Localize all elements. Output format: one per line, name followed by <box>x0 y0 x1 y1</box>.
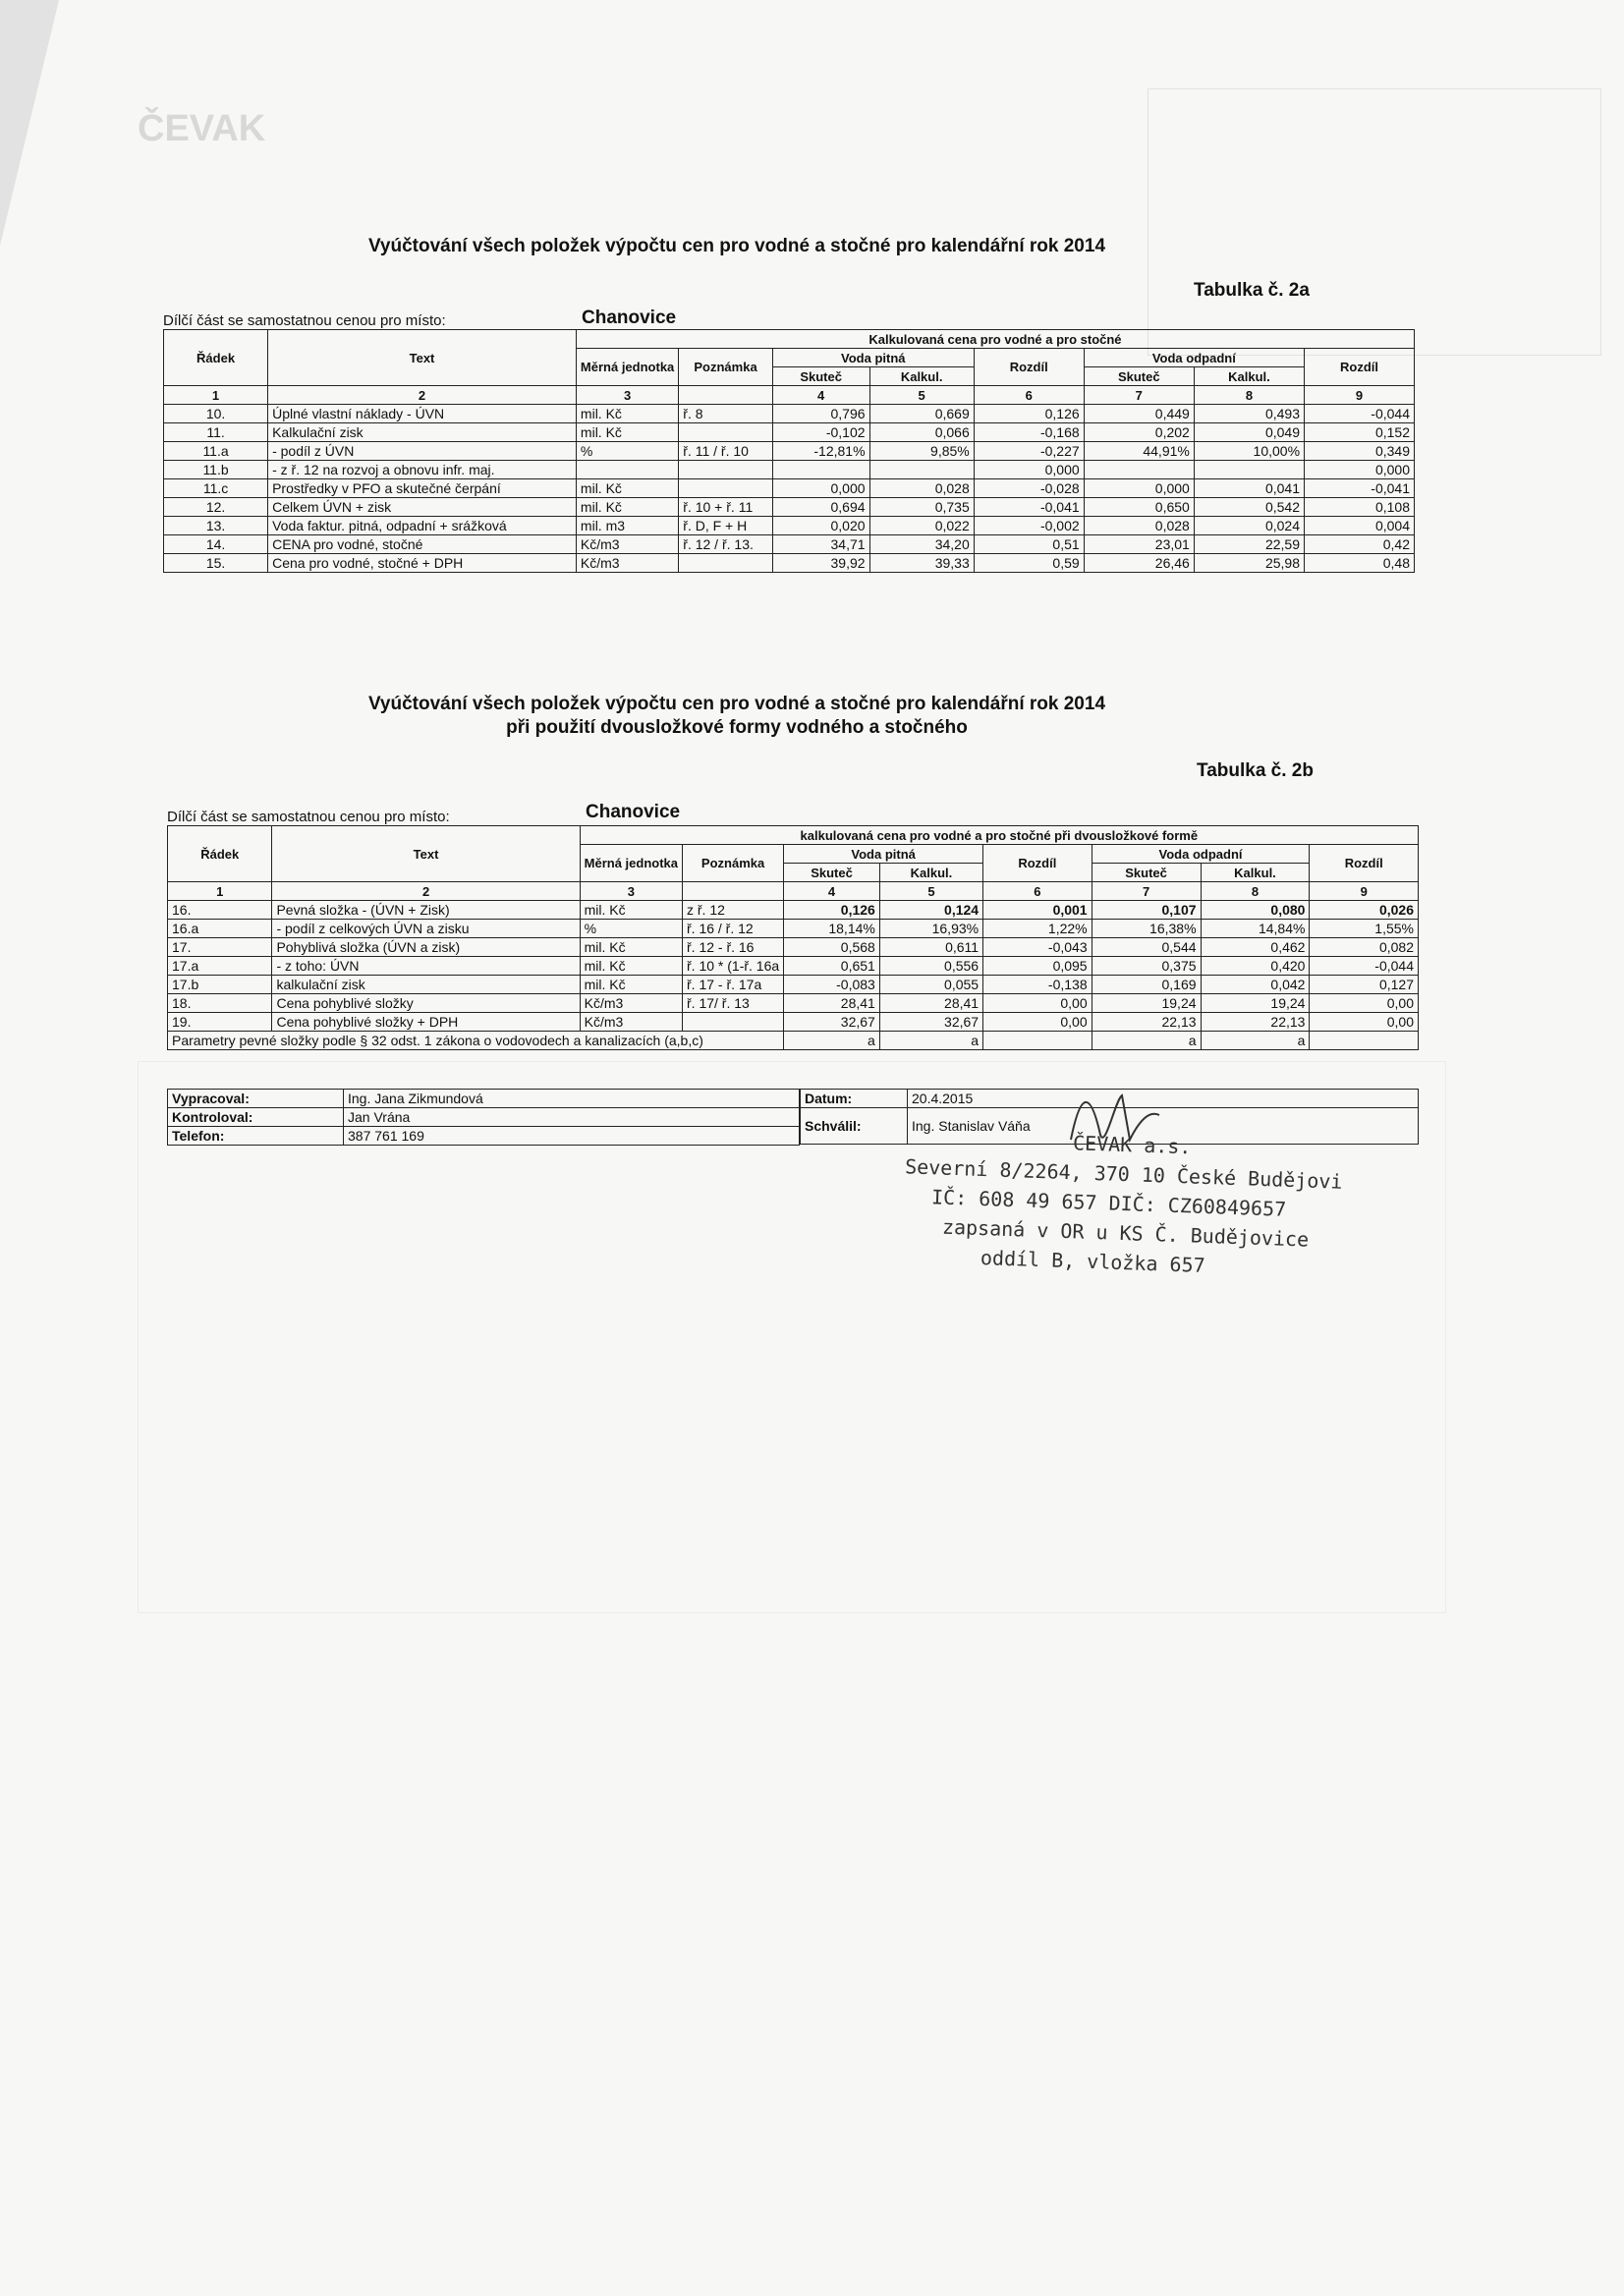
telefon-label: Telefon: <box>168 1127 344 1146</box>
cell-p: ř. 10 + ř. 11 <box>679 498 773 517</box>
cell-v1: 0,000 <box>772 479 869 498</box>
cell-u: mil. Kč <box>576 405 678 423</box>
datum-value: 20.4.2015 <box>908 1090 1419 1108</box>
cell-v5: 0,042 <box>1201 976 1310 994</box>
cell-v2: 0,669 <box>869 405 974 423</box>
cell-v1: -12,81% <box>772 442 869 461</box>
params-v2: a <box>879 1032 982 1050</box>
cell-v5: 0,024 <box>1194 517 1304 535</box>
table-row <box>164 405 1415 423</box>
cell-p <box>679 554 773 573</box>
stamp-line: ČEVAK a.s. <box>1072 1131 1192 1159</box>
cell-v3: -0,227 <box>974 442 1084 461</box>
cell-v5: 19,24 <box>1201 994 1310 1013</box>
table-row <box>168 994 1419 1013</box>
table-row <box>168 957 1419 976</box>
table-row <box>164 535 1415 554</box>
cell-u: mil. Kč <box>580 938 682 957</box>
col-number: 8 <box>1194 386 1304 405</box>
cell-t: - podíl z celkových ÚVN a zisku <box>272 920 580 938</box>
col-number: 3 <box>576 386 678 405</box>
cell-v3: 0,00 <box>983 994 1092 1013</box>
header-rozdil-1: Rozdíl <box>983 845 1092 882</box>
header-skutec-1: Skuteč <box>784 864 880 882</box>
cell-v4: 0,449 <box>1084 405 1194 423</box>
cell-v3: 0,126 <box>974 405 1084 423</box>
cell-v1: 0,796 <box>772 405 869 423</box>
cell-v2: 28,41 <box>879 994 982 1013</box>
table-row <box>164 442 1415 461</box>
params-empty <box>1310 1032 1419 1050</box>
header-voda-pitna: Voda pitná <box>784 845 983 864</box>
cell-v4: 0,169 <box>1092 976 1201 994</box>
telefon-value: 387 761 169 <box>344 1127 800 1146</box>
cell-v4: 44,91% <box>1084 442 1194 461</box>
table-row <box>168 1013 1419 1032</box>
table-row <box>164 461 1415 479</box>
cell-r: 16.a <box>168 920 272 938</box>
cell-v3: 0,51 <box>974 535 1084 554</box>
cell-t: - z ř. 12 na rozvoj a obnovu infr. maj. <box>268 461 577 479</box>
cell-v5: 22,59 <box>1194 535 1304 554</box>
header-text: Text <box>272 826 580 882</box>
cell-v2: 0,055 <box>879 976 982 994</box>
cell-v6: 0,00 <box>1310 1013 1419 1032</box>
cell-t: Pohyblivá složka (ÚVN a zisk) <box>272 938 580 957</box>
cell-v3: -0,043 <box>983 938 1092 957</box>
cell-t: Cena pohyblivé složky <box>272 994 580 1013</box>
cell-v1: 0,568 <box>784 938 880 957</box>
col-number: 3 <box>580 882 682 901</box>
col-number: 8 <box>1201 882 1310 901</box>
cell-v2: 32,67 <box>879 1013 982 1032</box>
cell-v6: -0,044 <box>1305 405 1415 423</box>
cell-r: 16. <box>168 901 272 920</box>
table-row <box>168 976 1419 994</box>
table-b-part-name: Chanovice <box>586 802 681 822</box>
header-skutec-2: Skuteč <box>1092 864 1201 882</box>
table-b-part-label: Dílčí část se samostatnou cenou pro místo: <box>167 809 450 825</box>
cell-p: ř. D, F + H <box>679 517 773 535</box>
cell-v3: 0,095 <box>983 957 1092 976</box>
cell-p <box>683 1013 784 1032</box>
cell-u: Kč/m3 <box>576 535 678 554</box>
cell-v5: 10,00% <box>1194 442 1304 461</box>
cell-r: 15. <box>164 554 268 573</box>
header-voda-pitna: Voda pitná <box>772 349 974 367</box>
params-text: Parametry pevné složky podle § 32 odst. 1 zákona o vodovodech a kanalizacích (a,b,c) <box>168 1032 784 1050</box>
header-poznamka: Poznámka <box>679 349 773 386</box>
table-a <box>163 329 1415 573</box>
cell-v6: 0,48 <box>1305 554 1415 573</box>
cell-v2: 0,066 <box>869 423 974 442</box>
params-v4: a <box>1092 1032 1201 1050</box>
col-number <box>683 882 784 901</box>
table-row <box>168 938 1419 957</box>
cell-v5: 14,84% <box>1201 920 1310 938</box>
cell-p: ř. 12 - ř. 16 <box>683 938 784 957</box>
table-a-part-label: Dílčí část se samostatnou cenou pro místo: <box>163 312 446 329</box>
cell-p: ř. 16 / ř. 12 <box>683 920 784 938</box>
header-kalkul-2: Kalkul. <box>1201 864 1310 882</box>
col-number: 4 <box>772 386 869 405</box>
header-kalkul-2: Kalkul. <box>1194 367 1304 386</box>
table-row <box>164 517 1415 535</box>
cell-v1: 39,92 <box>772 554 869 573</box>
table-b-label: Tabulka č. 2b <box>1197 760 1314 781</box>
header-merna: Měrná jednotka <box>580 845 682 882</box>
stamp-line: Severní 8/2264, 370 10 České Budějovi <box>904 1154 1343 1194</box>
cell-r: 11.a <box>164 442 268 461</box>
header-rozdil-2: Rozdíl <box>1310 845 1419 882</box>
schvalil-label: Schválil: <box>801 1108 908 1145</box>
cell-v5: 0,542 <box>1194 498 1304 517</box>
cell-v2: 0,735 <box>869 498 974 517</box>
cell-v2: 9,85% <box>869 442 974 461</box>
header-kalkulovana: kalkulovaná cena pro vodné a pro stočné při dvousložkové formě <box>580 826 1418 845</box>
table-a-label: Tabulka č. 2a <box>1194 280 1310 301</box>
cell-v6: -0,044 <box>1310 957 1419 976</box>
cell-v4: 0,107 <box>1092 901 1201 920</box>
header-kalkulovana: Kalkulovaná cena pro vodné a pro stočné <box>576 330 1414 349</box>
table-b <box>167 825 1419 1050</box>
col-number: 1 <box>168 882 272 901</box>
table-a-body <box>164 405 1415 573</box>
cell-v3: 0,000 <box>974 461 1084 479</box>
cell-u: mil. m3 <box>576 517 678 535</box>
cell-v6: 0,349 <box>1305 442 1415 461</box>
kontroloval-value: Jan Vrána <box>344 1108 800 1127</box>
header-poznamka: Poznámka <box>683 845 784 882</box>
cell-v1: 0,694 <box>772 498 869 517</box>
header-kalkul-1: Kalkul. <box>869 367 974 386</box>
cell-v2: 0,022 <box>869 517 974 535</box>
cell-v5: 0,041 <box>1194 479 1304 498</box>
col-number <box>679 386 773 405</box>
cell-v6: 0,082 <box>1310 938 1419 957</box>
cell-v4: 19,24 <box>1092 994 1201 1013</box>
cell-t: kalkulační zisk <box>272 976 580 994</box>
cell-u: % <box>580 920 682 938</box>
cell-v2: 34,20 <box>869 535 974 554</box>
cell-v5: 25,98 <box>1194 554 1304 573</box>
vypracoval-label: Vypracoval: <box>168 1090 344 1108</box>
signature-left <box>167 1089 800 1146</box>
col-number: 9 <box>1310 882 1419 901</box>
cell-p <box>679 479 773 498</box>
cell-v4: 22,13 <box>1092 1013 1201 1032</box>
cell-v5: 0,049 <box>1194 423 1304 442</box>
cell-v6: 0,000 <box>1305 461 1415 479</box>
col-number: 9 <box>1305 386 1415 405</box>
params-v5: a <box>1201 1032 1310 1050</box>
cell-t: - z toho: ÚVN <box>272 957 580 976</box>
cell-v4: 16,38% <box>1092 920 1201 938</box>
page-fold <box>0 0 59 246</box>
header-merna: Měrná jednotka <box>576 349 678 386</box>
cell-v6: -0,041 <box>1305 479 1415 498</box>
cell-v3: 0,59 <box>974 554 1084 573</box>
cell-v3: 1,22% <box>983 920 1092 938</box>
cell-v1: 32,67 <box>784 1013 880 1032</box>
cell-v3: -0,138 <box>983 976 1092 994</box>
col-number: 2 <box>272 882 580 901</box>
table-row <box>168 920 1419 938</box>
datum-label: Datum: <box>801 1090 908 1108</box>
stamp-line: oddíl B, vložka 657 <box>980 1245 1206 1277</box>
header-radek: Řádek <box>164 330 268 386</box>
table-row <box>164 423 1415 442</box>
cell-v6: 0,152 <box>1305 423 1415 442</box>
cell-p: ř. 11 / ř. 10 <box>679 442 773 461</box>
cell-v4: 0,000 <box>1084 479 1194 498</box>
cell-u <box>576 461 678 479</box>
params-row <box>168 1032 1419 1050</box>
cell-v5: 0,462 <box>1201 938 1310 957</box>
params-v1: a <box>784 1032 880 1050</box>
column-numbers-row <box>164 386 1415 405</box>
cell-u: mil. Kč <box>576 498 678 517</box>
cell-v1: 0,651 <box>784 957 880 976</box>
table-b-subtitle: při použití dvousložkové formy vodného a stočného <box>506 717 968 738</box>
header-voda-odpadni: Voda odpadní <box>1084 349 1304 367</box>
cell-v1: 34,71 <box>772 535 869 554</box>
header-rozdil-2: Rozdíl <box>1305 349 1415 386</box>
cell-v4: 0,028 <box>1084 517 1194 535</box>
column-numbers-row <box>168 882 1419 901</box>
cell-v3: -0,041 <box>974 498 1084 517</box>
table-row <box>164 554 1415 573</box>
cell-v3: -0,168 <box>974 423 1084 442</box>
cell-v5: 22,13 <box>1201 1013 1310 1032</box>
col-number: 7 <box>1092 882 1201 901</box>
cell-v2: 16,93% <box>879 920 982 938</box>
cell-v1: 0,126 <box>784 901 880 920</box>
ghost-stamp-box <box>1148 88 1601 356</box>
cell-u: mil. Kč <box>576 423 678 442</box>
cell-v4: 0,544 <box>1092 938 1201 957</box>
cell-t: Prostředky v PFO a skutečné čerpání <box>268 479 577 498</box>
vypracoval-value: Ing. Jana Zikmundová <box>344 1090 800 1108</box>
cell-v2 <box>869 461 974 479</box>
cell-v1 <box>772 461 869 479</box>
cell-v1: -0,102 <box>772 423 869 442</box>
cell-u: Kč/m3 <box>580 994 682 1013</box>
cell-v3: 0,00 <box>983 1013 1092 1032</box>
cell-v3: -0,028 <box>974 479 1084 498</box>
cell-v1: 0,020 <box>772 517 869 535</box>
cell-t: Voda faktur. pitná, odpadní + srážková <box>268 517 577 535</box>
cell-v6: 0,42 <box>1305 535 1415 554</box>
table-row <box>164 498 1415 517</box>
cell-t: Cena pro vodné, stočné + DPH <box>268 554 577 573</box>
cell-u: % <box>576 442 678 461</box>
cell-v2: 0,124 <box>879 901 982 920</box>
cell-r: 17.a <box>168 957 272 976</box>
cell-t: Pevná složka - (ÚVN + Zisk) <box>272 901 580 920</box>
cell-r: 14. <box>164 535 268 554</box>
cell-v4: 23,01 <box>1084 535 1194 554</box>
cell-t: CENA pro vodné, stočné <box>268 535 577 554</box>
header-voda-odpadni: Voda odpadní <box>1092 845 1310 864</box>
cell-t: Úplné vlastní náklady - ÚVN <box>268 405 577 423</box>
cell-v6: 0,108 <box>1305 498 1415 517</box>
cell-v5: 0,493 <box>1194 405 1304 423</box>
header-text: Text <box>268 330 577 386</box>
cell-r: 10. <box>164 405 268 423</box>
cell-v5 <box>1194 461 1304 479</box>
cell-v1: -0,083 <box>784 976 880 994</box>
cell-u: mil. Kč <box>580 976 682 994</box>
cell-v6: 0,026 <box>1310 901 1419 920</box>
cell-v2: 0,556 <box>879 957 982 976</box>
col-number: 7 <box>1084 386 1194 405</box>
cell-v4: 0,650 <box>1084 498 1194 517</box>
cell-v2: 0,611 <box>879 938 982 957</box>
cell-p: ř. 8 <box>679 405 773 423</box>
cell-p <box>679 461 773 479</box>
cell-v6: 0,127 <box>1310 976 1419 994</box>
col-number: 6 <box>983 882 1092 901</box>
params-empty <box>983 1032 1092 1050</box>
cell-v2: 0,028 <box>869 479 974 498</box>
kontroloval-label: Kontroloval: <box>168 1108 344 1127</box>
col-number: 4 <box>784 882 880 901</box>
cell-v3: 0,001 <box>983 901 1092 920</box>
stamp-line: zapsaná v OR u KS Č. Budějovice <box>941 1214 1310 1252</box>
table-a-part-name: Chanovice <box>582 308 677 328</box>
col-number: 6 <box>974 386 1084 405</box>
header-radek: Řádek <box>168 826 272 882</box>
col-number: 5 <box>879 882 982 901</box>
col-number: 5 <box>869 386 974 405</box>
cell-u: Kč/m3 <box>580 1013 682 1032</box>
cell-p: ř. 17/ ř. 13 <box>683 994 784 1013</box>
cell-p: ř. 12 / ř. 13. <box>679 535 773 554</box>
header-rozdil-1: Rozdíl <box>974 349 1084 386</box>
cell-t: - podíl z ÚVN <box>268 442 577 461</box>
cell-r: 19. <box>168 1013 272 1032</box>
cell-t: Cena pohyblivé složky + DPH <box>272 1013 580 1032</box>
cell-p: ř. 10 * (1-ř. 16a <box>683 957 784 976</box>
cell-v4 <box>1084 461 1194 479</box>
cell-u: Kč/m3 <box>576 554 678 573</box>
cell-p <box>679 423 773 442</box>
cell-p: z ř. 12 <box>683 901 784 920</box>
cell-v5: 0,420 <box>1201 957 1310 976</box>
cell-v5: 0,080 <box>1201 901 1310 920</box>
cell-r: 17.b <box>168 976 272 994</box>
cell-r: 17. <box>168 938 272 957</box>
cell-v1: 18,14% <box>784 920 880 938</box>
cell-r: 11.c <box>164 479 268 498</box>
header-kalkul-1: Kalkul. <box>879 864 982 882</box>
cell-r: 18. <box>168 994 272 1013</box>
cell-r: 13. <box>164 517 268 535</box>
cell-v6: 1,55% <box>1310 920 1419 938</box>
table-a-title: Vyúčtování všech položek výpočtu cen pro vodné a stočné pro kalendářní rok 2014 <box>367 236 1106 256</box>
table-row <box>168 901 1419 920</box>
schvalil-value: Ing. Stanislav Váňa <box>908 1108 1419 1145</box>
header-skutec-1: Skuteč <box>772 367 869 386</box>
table-row <box>164 479 1415 498</box>
cell-p: ř. 17 - ř. 17a <box>683 976 784 994</box>
cell-u: mil. Kč <box>580 957 682 976</box>
table-b-title: Vyúčtování všech položek výpočtu cen pro vodné a stočné pro kalendářní rok 2014 <box>367 694 1106 714</box>
cell-v6: 0,00 <box>1310 994 1419 1013</box>
cell-v2: 39,33 <box>869 554 974 573</box>
cell-r: 11.b <box>164 461 268 479</box>
company-stamp <box>902 1122 1344 1284</box>
table-b-body <box>168 901 1419 1032</box>
cell-t: Celkem ÚVN + zisk <box>268 498 577 517</box>
cell-v4: 0,375 <box>1092 957 1201 976</box>
col-number: 2 <box>268 386 577 405</box>
cell-v1: 28,41 <box>784 994 880 1013</box>
cell-v4: 0,202 <box>1084 423 1194 442</box>
cell-t: Kalkulační zisk <box>268 423 577 442</box>
logo-ghost: ČEVAK <box>138 108 266 149</box>
cell-u: mil. Kč <box>580 901 682 920</box>
header-skutec-2: Skuteč <box>1084 367 1194 386</box>
col-number: 1 <box>164 386 268 405</box>
stamp-line: IČ: 608 49 657 DIČ: CZ60849657 <box>930 1185 1287 1221</box>
cell-r: 11. <box>164 423 268 442</box>
cell-r: 12. <box>164 498 268 517</box>
cell-v6: 0,004 <box>1305 517 1415 535</box>
cell-v4: 26,46 <box>1084 554 1194 573</box>
cell-v3: -0,002 <box>974 517 1084 535</box>
cell-u: mil. Kč <box>576 479 678 498</box>
